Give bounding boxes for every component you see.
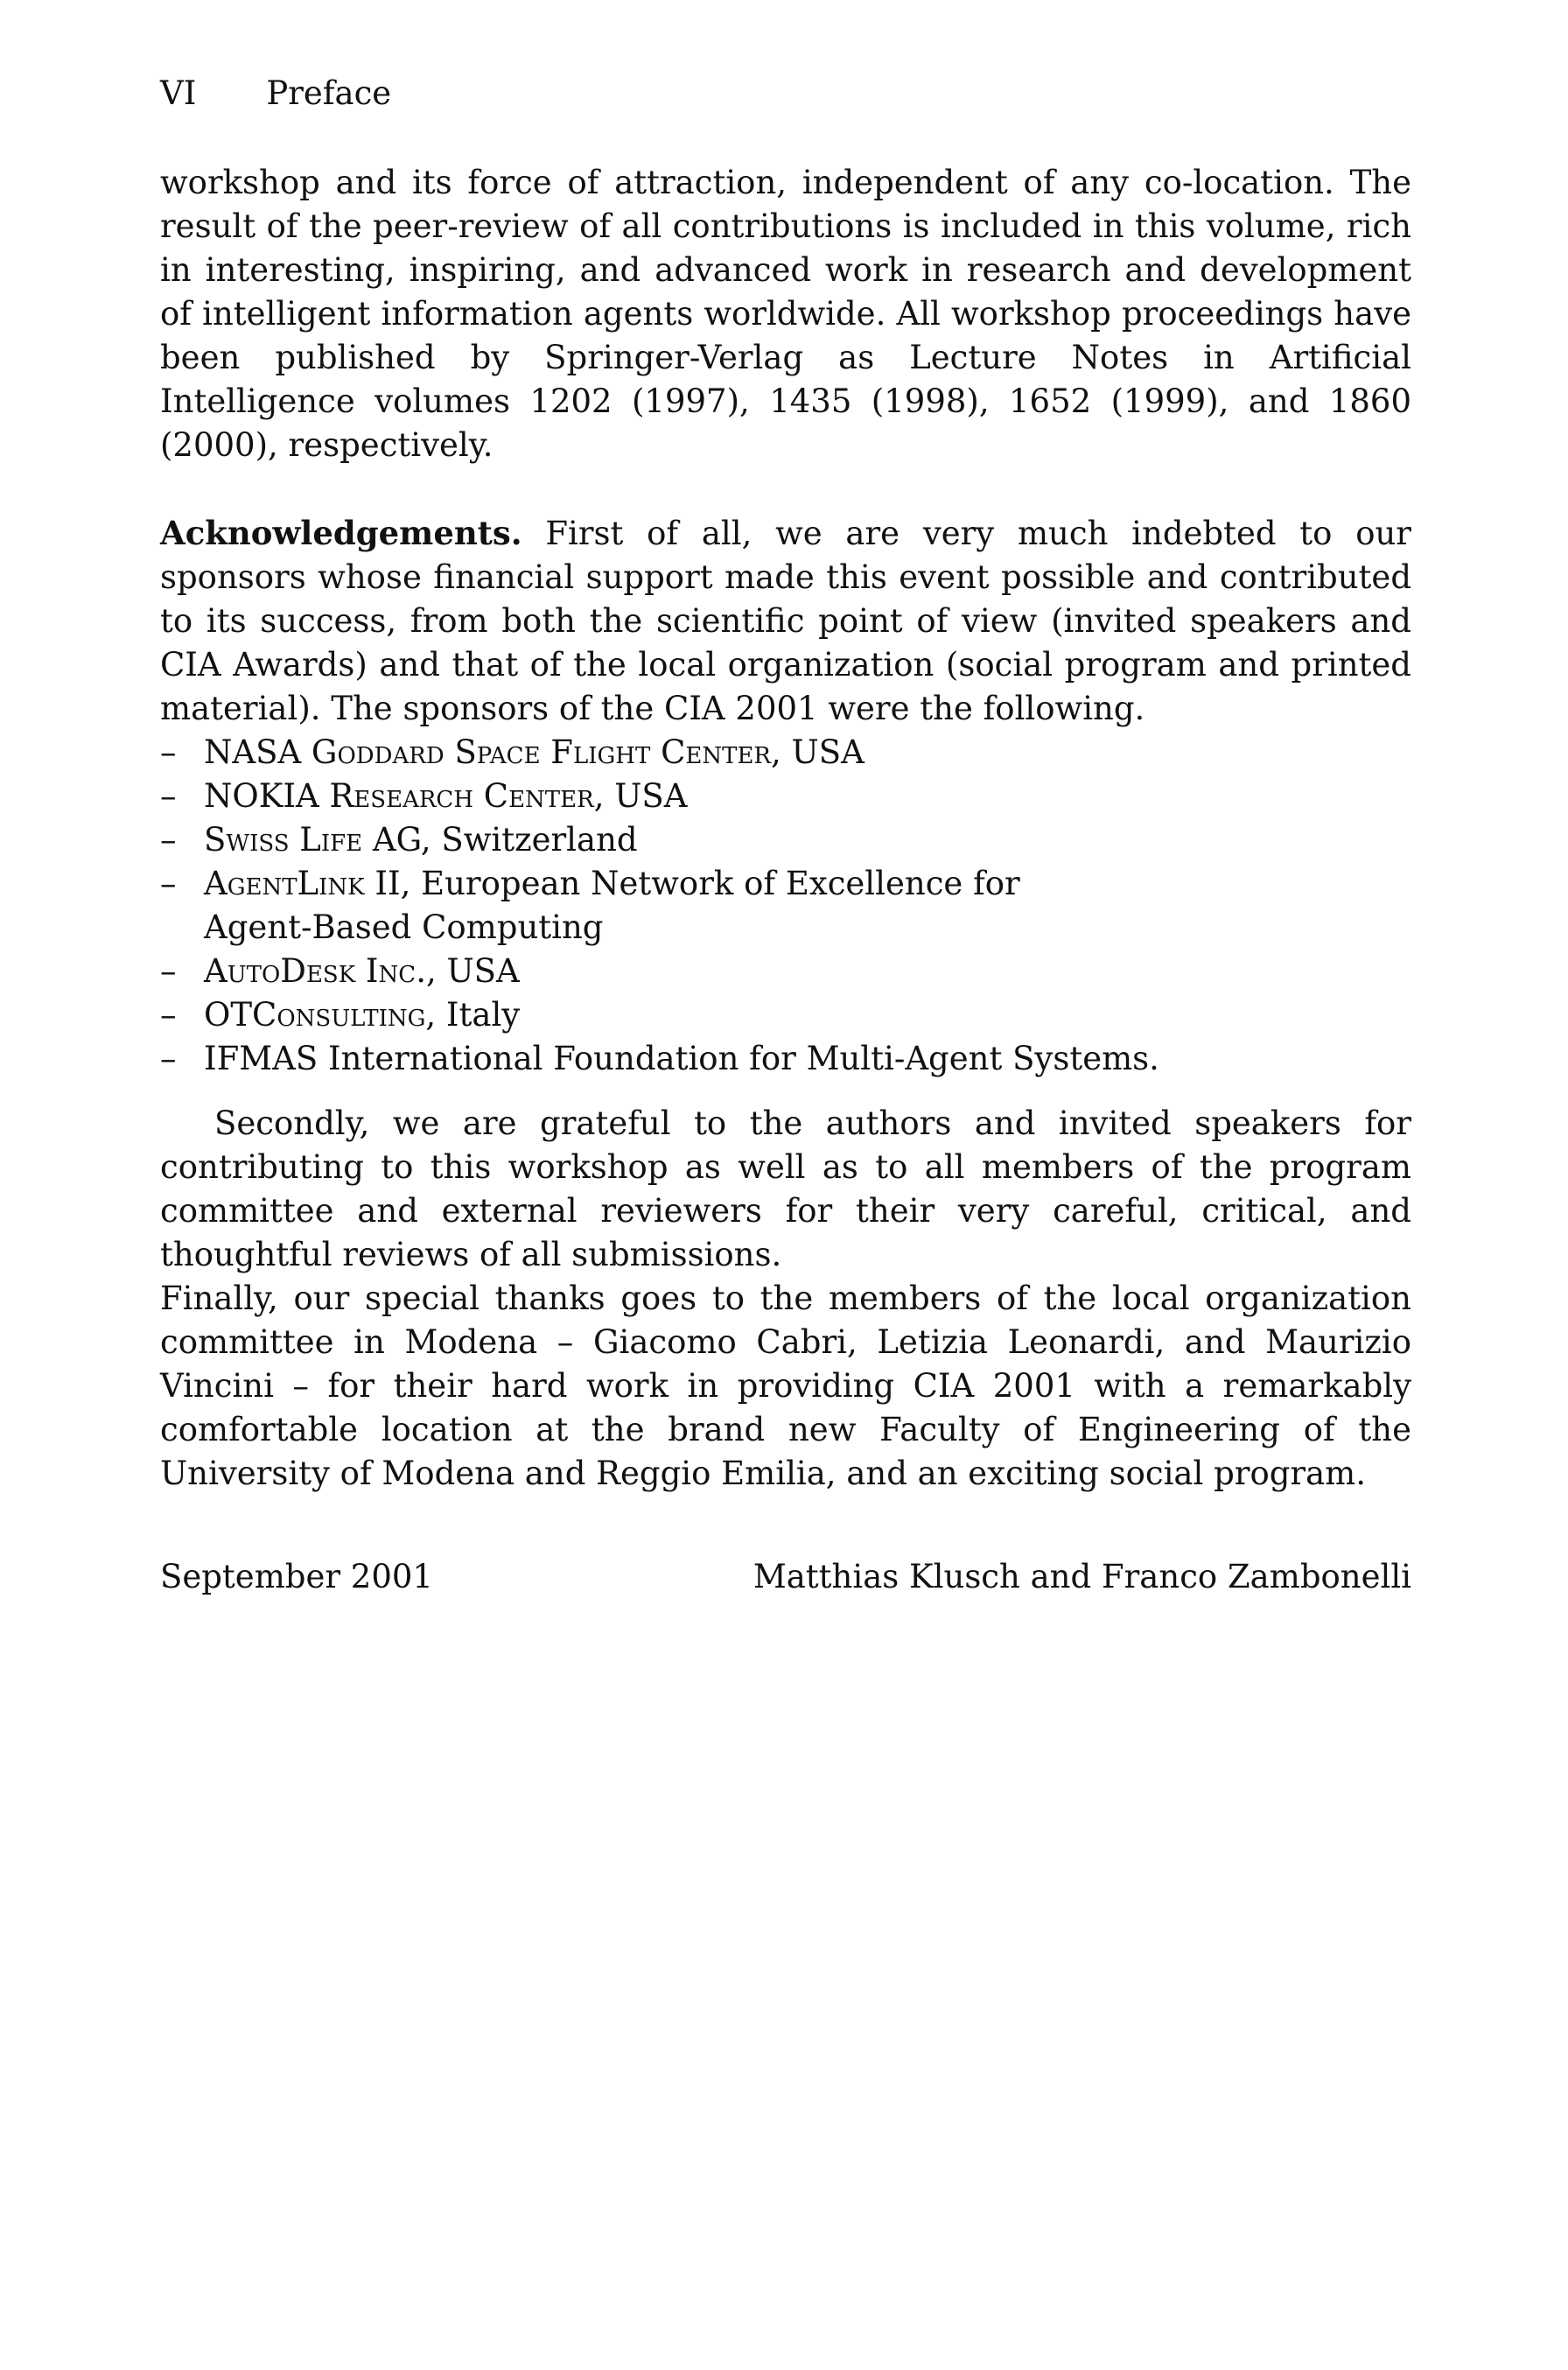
sponsor-item — [160, 775, 1411, 818]
sponsor-item — [160, 818, 1411, 862]
sponsor-suffix: II, European Network of Excellence for Agent-Based Computing — [204, 865, 1020, 946]
list-dash: – — [160, 996, 177, 1034]
signature-date: September 2001 — [160, 1558, 433, 1595]
sponsor-suffix: International Foundation for Multi-Agent Systems. — [318, 1040, 1159, 1077]
sponsor-name: OTConsulting — [204, 996, 426, 1034]
running-title: Preface — [266, 74, 392, 112]
sponsor-name: NASA Goddard Space Flight Center — [204, 733, 772, 771]
signature-line — [160, 1555, 1411, 1599]
sponsor-item — [160, 1037, 1411, 1081]
list-dash: – — [160, 777, 177, 815]
sponsor-suffix: , USA — [771, 733, 864, 771]
acknowledgements-text: First of all, we are very much indebted to our sponsors whose financial support made this event possible and contributed to its success, from both the scientific point of view (invited speakers and CIA Awards) and that of the local organization (social program and printed material). The sponsors of the CIA 2001 were the following. — [160, 515, 1411, 727]
running-head — [160, 72, 391, 116]
list-dash: – — [160, 821, 177, 859]
paragraph-finally: Finally, our special thanks goes to the members of the local organization committee in Modena – Giacomo Cabri, Letizia Leonardi, and Maurizio Vincini – for their hard work in providing CIA 2001 with a remarkably comfortable location at the brand new Faculty of Engineering of the University of Modena and Reggio Emilia, and an exciting social program. — [160, 1280, 1411, 1492]
sponsor-name: AutoDesk Inc. — [204, 952, 426, 990]
sponsor-name: NOKIA Research Center — [204, 777, 594, 815]
sponsor-item — [160, 731, 1411, 775]
sponsor-name: AgentLink — [204, 865, 365, 902]
sponsor-name: Swiss Life — [204, 821, 363, 859]
sponsor-item — [160, 950, 1411, 993]
list-dash: – — [160, 733, 177, 771]
sponsor-item — [160, 993, 1411, 1037]
sponsor-suffix: , USA — [593, 777, 688, 815]
list-dash: – — [160, 952, 177, 990]
sponsor-suffix: , USA — [425, 952, 520, 990]
acknowledgements-paragraph — [160, 511, 1411, 731]
list-dash: – — [160, 1040, 177, 1077]
sponsor-item — [160, 862, 1411, 950]
sponsor-suffix: AG, Switzerland — [362, 821, 638, 859]
list-dash: – — [160, 865, 177, 902]
sponsor-list — [160, 731, 1411, 1081]
sponsor-suffix: , Italy — [425, 996, 521, 1034]
paragraph-workshop: workshop and its force of attraction, independent of any co-location. The result of the peer-review of all contributions is included in this volume, rich in interesting, inspiring, and advanced work in research and development of intelligent information agents worldwide. All workshop proceedings have been published by Springer-Verlag as Lecture Notes in Artificial Intelligence volumes 1202 (1997), 1435 (1998), 1652 (1999), and 1860 (2000), respectively. — [160, 164, 1411, 464]
paragraph-secondly: Secondly, we are grateful to the authors and invited speakers for contributing to this workshop as well as to all members of the program committee and external reviewers for their very careful, critical, and thoughtful reviews of all submissions. — [160, 1104, 1411, 1273]
sponsor-name: IFMAS — [204, 1040, 318, 1077]
body-text — [160, 161, 1411, 1496]
acknowledgements-heading: Acknowledgements. — [160, 514, 522, 552]
page-number: VI — [160, 74, 197, 112]
signature-authors: Matthias Klusch and Franco Zambonelli — [752, 1558, 1411, 1595]
